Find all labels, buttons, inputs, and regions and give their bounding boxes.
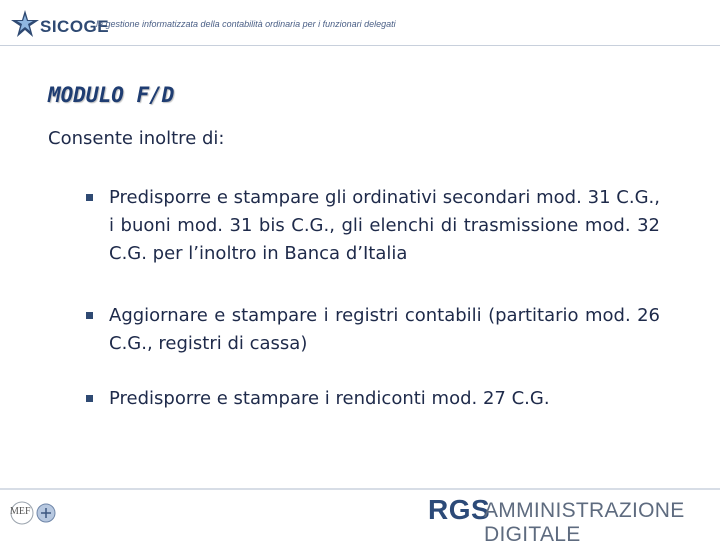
bullet-square-icon xyxy=(86,194,93,201)
mef-label: MEF xyxy=(10,506,31,517)
bullet-square-icon xyxy=(86,395,93,402)
list-item-text: Predisporre e stampare i rendiconti mod. 27 C.G. xyxy=(109,388,550,409)
star-logo-icon xyxy=(10,9,40,39)
header xyxy=(0,0,720,46)
bullet-square-icon xyxy=(86,312,93,319)
rgs-subtitle: AMMINISTRAZIONE DIGITALE xyxy=(484,499,685,546)
sicoge-logo xyxy=(10,9,110,39)
intro-text: Consente inoltre di: xyxy=(48,128,225,149)
list-item xyxy=(85,184,660,268)
logo-text: SICOGE xyxy=(40,17,110,36)
footer-divider xyxy=(0,488,720,490)
list-item xyxy=(85,302,660,358)
list-item-text: Predisporre e stampare gli ordinativi secondari mod. 31 C.G., i buoni mod. 31 bis C.G., gli elenchi di trasmissione mod. 32 C.G. per l’inoltro in Banca d’Italia xyxy=(109,187,660,264)
page-title: MODULO F/D xyxy=(48,83,175,107)
list-item xyxy=(85,385,660,413)
bullet-list xyxy=(85,184,660,413)
rgs-logo-text: RGS xyxy=(428,494,491,525)
list-item-text: Aggiornare e stampare i registri contabili (partitario mod. 26 C.G., registri di cassa) xyxy=(109,305,660,354)
header-divider xyxy=(0,45,720,46)
header-tagline: la gestione informatizzata della contabilità ordinaria per i funzionari delegati xyxy=(96,19,396,29)
